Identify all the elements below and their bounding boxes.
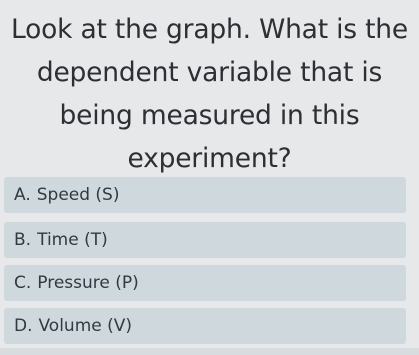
option-letter: B.: [14, 230, 32, 250]
option-label: Time (T): [37, 230, 108, 250]
option-letter: A.: [14, 185, 31, 205]
option-c-button[interactable]: [4, 265, 406, 301]
option-label: Pressure (P): [37, 273, 139, 293]
option-label: Volume (V): [38, 316, 133, 336]
option-b-button[interactable]: [4, 222, 406, 258]
option-a-button[interactable]: [4, 177, 406, 213]
option-letter: C.: [14, 273, 32, 293]
question-line: dependent variable that is: [36, 57, 383, 88]
option-letter: D.: [14, 316, 33, 336]
question-line: experiment?: [127, 143, 292, 174]
question-line: Look at the graph. What is the: [10, 14, 408, 45]
question-line: being measured in this: [59, 100, 360, 131]
option-d-button[interactable]: [4, 308, 406, 344]
option-label: Speed (S): [36, 185, 120, 205]
question-text: [0, 8, 419, 180]
bottom-divider: [0, 348, 419, 355]
